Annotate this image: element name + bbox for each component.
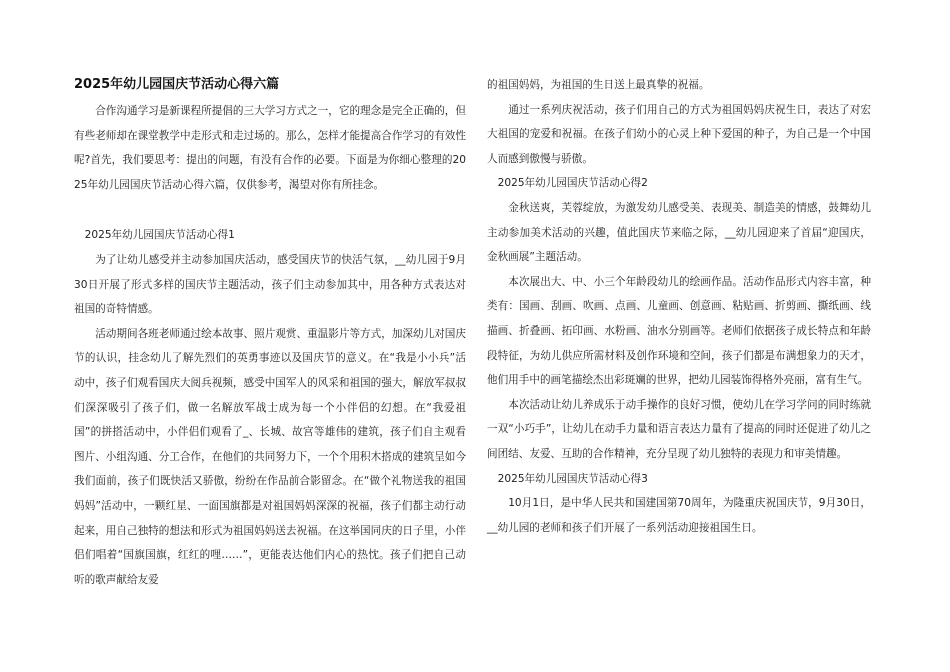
section-3-paragraph-1: 10月1日，是中华人民共和国建国第70周年，为隆重庆祝国庆节，9月30日，__幼儿园的老师和孩子们开展了一系列活动迎接祖国生日。 [487, 497, 871, 534]
section-1-heading: 2025年幼儿园国庆节活动心得1 [84, 229, 235, 242]
section-2-paragraph-3: 本次活动让幼儿养成乐于动手操作的良好习惯，使幼儿在学习学问的同时练就一双“小巧手”，让幼儿在动手力量和语言表达力量有了提高的同时还促进了幼儿之间团结、友爱、互助的合作精神，充分呈现了幼儿独特的表现力和审美情趣。 [487, 398, 871, 460]
section-1-paragraph-3: 通过一系列庆祝活动，孩子们用自己的方式为祖国妈妈庆祝生日，表达了对宏大祖国的宠爱和祝福。在孩子们幼小的心灵上种下爱国的种子，为自己是一个中国人而感到傲慢与骄傲。 [487, 103, 871, 165]
right-column [487, 73, 871, 540]
section-1-paragraph-2: 活动期间各班老师通过绘本故事、照片观赏、重温影片等方式，加深幼儿对国庆节的认识，挂念幼儿了解先烈们的英勇事迹以及国庆节的意义。在“我是小小兵”活动中，孩子们观看国庆大阅兵视频，感受中国军人的风采和祖国的强大，解放军叔叔们深深吸引了孩子们，做一名解放军战士成为每一个小伴侣的幻想。在“我爱祖国”的拼搭活动中，小伴侣们观看了_、长城、故宫等雄伟的建筑，孩子们自主观看图片、小组沟通、分工合作，在他们的共同努力下，一个个用积木搭成的建筑呈如今我们面前，孩子们既快活又骄傲，纷纷在作品前合影留念。在“做个礼物送我的祖国妈妈”活动中，一颗红星、一面国旗都是对祖国妈妈深深的祝福，孩子们都主动行动起来，用自己独特的想法和形式为祖国妈妈送去祝福。在这举国同庆的日子里，小伴侣们唱着“国旗国旗，红红的哩……”，更能表达他们内心的热忱。孩子们把自己动听的歌声献给友爱 [74, 327, 466, 586]
section-2-paragraph-1: 金秋送爽，芙蓉绽放，为激发幼儿感受美、表现美、制造美的情感，鼓舞幼儿主动参加美术活动的兴趣，值此国庆节来临之际，__幼儿园迎来了首届“迎国庆，金秋画展”主题活动。 [487, 201, 871, 264]
left-column [74, 76, 466, 592]
section-3-heading: 2025年幼儿园国庆节活动心得3 [497, 472, 648, 485]
section-2-paragraph-2: 本次展出大、中、小三个年龄段幼儿的绘画作品。活动作品形式内容丰富，种类有：国画、刮画、吹画、点画、儿童画、创意画、粘贴画、折剪画、撕纸画、线描画、折叠画、拓印画、水粉画、油水分别画等。老师们依据孩子成长特点和年龄段特征，为幼儿供应所需材料及创作环境和空间，孩子们都是布满想象力的天才，他们用手中的画笔描绘杰出彩斑斓的世界，把幼儿园装饰得格外亮丽，富有生气。 [487, 275, 871, 387]
continuation-text: 的祖国妈妈，为祖国的生日送上最真挚的祝福。 [487, 79, 710, 91]
document-title: 2025年幼儿园国庆节活动心得六篇 [74, 77, 280, 92]
intro-paragraph: 合作沟通学习是新课程所提倡的三大学习方式之一，它的理念是完全正确的，但有些老师却在课堂教学中走形式和走过场的。那么，怎样才能提高合作学习的有效性呢?首先，我们要思考：提出的问题，有没有合作的必要。下面是为你细心整理的2025年幼儿园国庆节活动心得六篇，仅供参考，渴望对你有所挂念。 [74, 105, 466, 191]
section-1-paragraph-1: 为了让幼儿感受并主动参加国庆活动，感受国庆节的快活气氛，__幼儿园于9月30日开展了形式多样的国庆节主题活动，孩子们主动参加其中，用各种方式表达对祖国的奇特情感。 [74, 253, 466, 316]
section-2-heading: 2025年幼儿园国庆节活动心得2 [497, 177, 648, 190]
